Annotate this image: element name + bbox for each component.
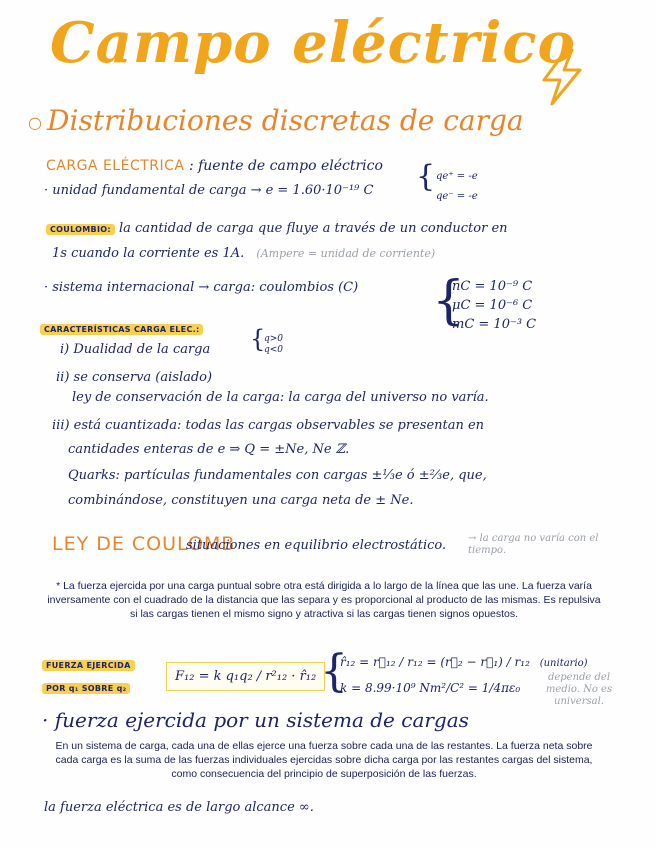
qe-brace: { qe⁺ = -e qe⁻ = -e bbox=[416, 159, 478, 202]
lightning-icon bbox=[536, 48, 586, 106]
fuerza-tag-line2: POR q₁ SOBRE q₂ bbox=[42, 683, 130, 694]
bullet-dot: ○ bbox=[28, 113, 48, 132]
q-brace: { q>0 q<0 bbox=[250, 325, 284, 355]
unit-micro: μC = 10⁻⁶ C bbox=[452, 298, 533, 313]
carga-def: : fuente de campo eléctrico bbox=[188, 158, 383, 174]
unitario-label: (unitario) bbox=[539, 658, 588, 669]
fuerza-tag-line1: FUERZA EJERCIDA bbox=[42, 660, 135, 671]
section2-heading: · fuerza ejercida por un sistema de cargas bbox=[42, 708, 469, 732]
coulombio-def: la cantidad de carga que fluye a través de un conductor en bbox=[118, 221, 508, 236]
qe-neg: qe⁻ = -e bbox=[436, 191, 478, 202]
ampere-note: (Ampere = unidad de corriente) bbox=[256, 247, 436, 260]
q-pos: q>0 bbox=[264, 334, 284, 344]
caracteristicas-tag-wrap bbox=[40, 317, 203, 336]
unit-nano: nC = 10⁻⁹ C bbox=[452, 279, 533, 294]
cuantizada-line2: cantidades enteras de e ⇒ Q = ±Ne, Ne ℤ. bbox=[68, 442, 350, 457]
sistema-paragraph-text: En un sistema de carga, cada una de ellas ejerce una fuerza sobre cada una de las restantes. La fuerza neta sobre cada carga es la suma de las fuerzas individuales ejercidas sobre dicha carga por las restantes cargas del sistema, como consecuencia del principio de superposición de las fuerzas. bbox=[55, 740, 593, 780]
unit-milli: mC = 10⁻³ C bbox=[452, 317, 537, 332]
qe-pos: qe⁺ = -e bbox=[436, 171, 478, 182]
caracteristicas-tag: CARACTERÍSTICAS CARGA ELEC.: bbox=[40, 324, 203, 335]
si-line: · sistema internacional → carga: coulombios (C) bbox=[44, 280, 359, 295]
page-title: Campo eléctrico bbox=[50, 10, 576, 76]
formula-brace: { r̂₁₂ = r⃗₁₂ / r₁₂ = (r⃗₂ − r⃗₁) / r₁₂ (unitario) k = 8.99·10⁹ Nm²/C² = 1/4πε₀ bbox=[320, 650, 588, 700]
coulombio-line bbox=[46, 221, 508, 236]
k-value: k = 8.99·10⁹ Nm²/C² = 1/4πε₀ bbox=[340, 681, 521, 695]
coulomb-paragraph bbox=[44, 579, 604, 621]
carga-line bbox=[46, 158, 383, 174]
coulombio-line2 bbox=[52, 246, 435, 261]
dualidad-line: i) Dualidad de la carga bbox=[60, 342, 211, 357]
q-neg: q<0 bbox=[264, 345, 284, 355]
k-note: depende del medio. No es universal. bbox=[545, 672, 613, 707]
sistema-paragraph bbox=[44, 739, 604, 781]
coulomb-formula: F₁₂ = k q₁q₂ / r²₁₂ · r̂₁₂ bbox=[166, 662, 325, 691]
section-heading bbox=[28, 104, 524, 137]
final-line: la fuerza eléctrica es de largo alcance ∞. bbox=[44, 800, 314, 815]
carga-label: CARGA ELÉCTRICA bbox=[46, 158, 185, 174]
coulombio-tag: COULOMBIO: bbox=[46, 224, 115, 235]
quarks-line: Quarks: partículas fundamentales con cargas ±⅓e ó ±⅔e, que, bbox=[68, 468, 487, 483]
coulomb-note: → la carga no varía con el tiempo. bbox=[468, 533, 599, 556]
coulomb-sub: situaciones en equilibrio electrostático. bbox=[186, 538, 447, 553]
ley-conservacion: ley de conservación de la carga: la carga del universo no varía. bbox=[72, 390, 489, 405]
section-title: Distribuciones discretas de carga bbox=[47, 104, 524, 137]
cuantizada-line: iii) está cuantizada: todas las cargas observables se presentan en bbox=[52, 418, 485, 433]
coulomb-title: LEY DE COULOMB bbox=[52, 533, 236, 555]
conserva-line: ii) se conserva (aislado) bbox=[56, 370, 213, 385]
coulombio-def2: 1s cuando la corriente es 1A. bbox=[52, 246, 245, 261]
fuerza-tag bbox=[42, 656, 135, 696]
units-brace: { nC = 10⁻⁹ C μC = 10⁻⁶ C mC = 10⁻³ C bbox=[432, 271, 537, 332]
r-hat-expr: r̂₁₂ = r⃗₁₂ / r₁₂ = (r⃗₂ − r⃗₁) / r₁₂ bbox=[340, 655, 530, 669]
quarks-line2: combinándose, constituyen una carga neta de ± Ne. bbox=[68, 493, 414, 508]
coulomb-paragraph-text: * La fuerza ejercida por una carga puntual sobre otra está dirigida a lo largo de la línea que las une. La fuerza varía inversamente con el cuadrado de la distancia que las separa y es proporcional al producto de las mismas. Es repulsiva si las cargas tienen el mismo signo y atractiva si las cargas tienen signos opuestos. bbox=[47, 580, 601, 620]
unidad-line: · unidad fundamental de carga → e = 1.60·10⁻¹⁹ C bbox=[44, 183, 374, 198]
